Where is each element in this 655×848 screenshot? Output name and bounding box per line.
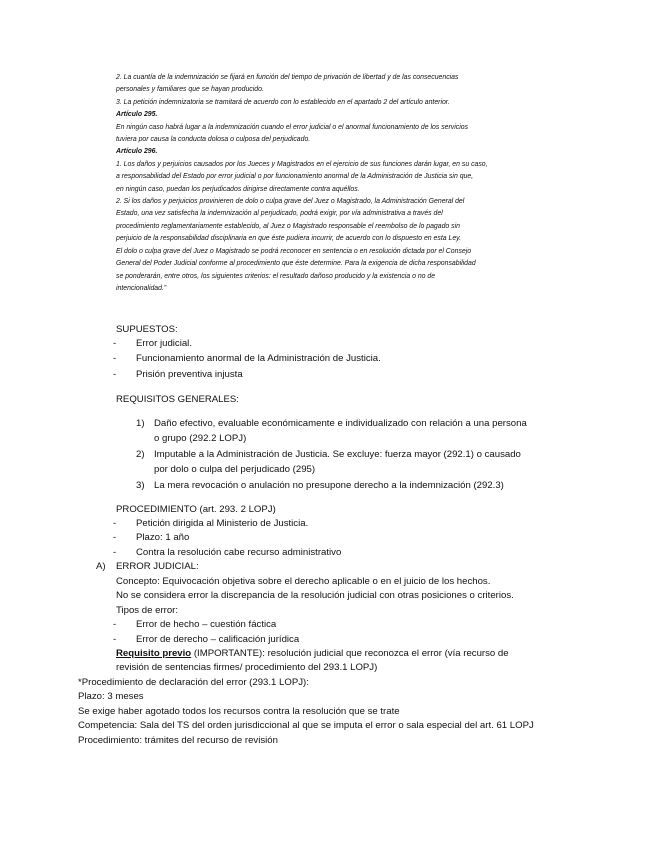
requisitos-heading: REQUISITOS GENERALES: xyxy=(116,394,239,405)
error-judicial-heading: ERROR JUDICIAL: xyxy=(116,561,199,572)
legal-quote xyxy=(116,72,556,295)
list-number: 3) xyxy=(136,480,145,491)
quote-line: 2. Si los daños y perjuicios provinieren de dolo o culpa grave del Juez o Magistrado, la Administración General del xyxy=(116,198,465,206)
list-item: Imputable a la Administración de Justicia. Se excluye: fuerza mayor (292.1) o causado xyxy=(154,449,521,460)
article-heading: Artículo 296. xyxy=(116,148,158,156)
quote-line: 3. La petición indemnizatoria se tramitará de acuerdo con lo establecido en el apartado 2 del artículo anterior. xyxy=(116,98,450,106)
list-item: o grupo (292.2 LOPJ) xyxy=(154,433,247,444)
article-heading: Artículo 295. xyxy=(116,111,158,119)
list-item: por dolo o culpa del perjudicado (295) xyxy=(154,464,316,475)
list-item: Daño efectivo, evaluable económicamente e individualizado con relación a una persona xyxy=(154,418,527,429)
section-letter: A) xyxy=(96,561,106,572)
list-item: - Petición dirigida al Ministerio de Justicia. xyxy=(136,517,308,531)
list-item: - Funcionamiento anormal de la Administración de Justicia. xyxy=(136,352,381,366)
quote-line: personales y familiares que se hayan producido. xyxy=(116,86,264,94)
quote-line: General del Poder Judicial conforme al procedimiento que éste determine. Para la exigencia de dicha responsabilidad xyxy=(116,260,476,268)
declaracion-line: Plazo: 3 meses xyxy=(78,691,144,702)
quote-line: En ningún caso habrá lugar a la indemnización cuando el error judicial o el anormal funcionamiento de los servicios xyxy=(116,123,469,131)
list-item: - Error de derecho – calificación jurídica xyxy=(136,633,299,647)
quote-line: a responsabilidad del Estado por error judicial o por funcionamiento anormal de la Administración de Justicia sin que, xyxy=(116,173,474,181)
quote-line: se ponderarán, entre otros, los siguientes criterios: el resultado dañoso producido y la existencia o no de xyxy=(116,272,436,280)
quote-line: en ningún caso, puedan los perjudicados dirigirse directamente contra aquéllos. xyxy=(116,185,360,193)
supuestos-heading: SUPUESTOS: xyxy=(116,324,178,335)
list-number: 1) xyxy=(136,418,145,429)
list-item: - Contra la resolución cabe recurso administrativo xyxy=(136,546,341,560)
quote-line: El dolo o culpa grave del Juez o Magistrado se podrá reconocer en sentencia o en resolución dictada por el Consejo xyxy=(116,247,472,255)
declaracion-line: Se exige haber agotado todos los recursos contra la resolución que se trate xyxy=(78,706,400,717)
list-item: - Prisión preventiva injusta xyxy=(136,368,243,382)
list-item: - Error de hecho – cuestión fáctica xyxy=(136,618,276,632)
list-item: - Error judicial. xyxy=(136,337,192,351)
quote-line: tuviera por causa la conducta dolosa o culposa del perjudicado. xyxy=(116,136,311,144)
quote-line: procedimiento reglamentariamente establecido, al Juez o Magistrado responsable el reembolso de lo pagado sin xyxy=(116,222,460,230)
declaracion-line: Competencia: Sala del TS del orden jurisdiccional al que se imputa el error o sala especial del art. 61 LOPJ xyxy=(78,720,534,731)
declaracion-line: Procedimiento: trámites del recurso de revisión xyxy=(78,735,278,746)
requisito-previo-line2: revisión de sentencias firmes/ procedimiento del 293.1 LOPJ) xyxy=(116,662,378,673)
quote-line: 2. La cuantía de la indemnización se fijará en función del tiempo de privación de libertad y de las consecuencias xyxy=(116,74,459,81)
list-item: La mera revocación o anulación no presupone derecho a la indemnización (292.3) xyxy=(154,480,504,491)
no-error-text: No se considera error la discrepancia de la resolución judicial con otras posiciones o criterios. xyxy=(116,590,514,601)
requisito-previo-line xyxy=(116,647,509,661)
quote-line: perjuicio de la responsabilidad disciplinaria en que éste pudiera incurrir, de acuerdo con lo dispuesto en esta Ley. xyxy=(116,235,462,243)
tipos-heading: Tipos de error: xyxy=(116,605,179,616)
quote-line: Estado, una vez satisfecha la indemnización al perjudicado, podrá exigir, por vía administrativa a través del xyxy=(116,210,443,218)
quote-line: 1. Los daños y perjuicios causados por los Jueces y Magistrados en el ejercicio de sus funciones darán lugar, en su caso, xyxy=(116,160,488,168)
procedimiento-heading: PROCEDIMIENTO (art. 293. 2 LOPJ) xyxy=(116,504,276,515)
requisito-previo-text: (IMPORTANTE): resolución judicial que reconozca el error (vía recurso de xyxy=(191,648,509,659)
list-item: - Plazo: 1 año xyxy=(136,531,189,545)
quote-line: intencionalidad.” xyxy=(116,284,167,292)
concepto-text: Concepto: Equivocación objetiva sobre el derecho aplicable o en el juicio de los hechos. xyxy=(116,576,491,587)
declaracion-heading: *Procedimiento de declaración del error (293.1 LOPJ): xyxy=(78,677,309,688)
list-number: 2) xyxy=(136,449,145,460)
requisito-previo-label: Requisito previo xyxy=(116,648,192,659)
